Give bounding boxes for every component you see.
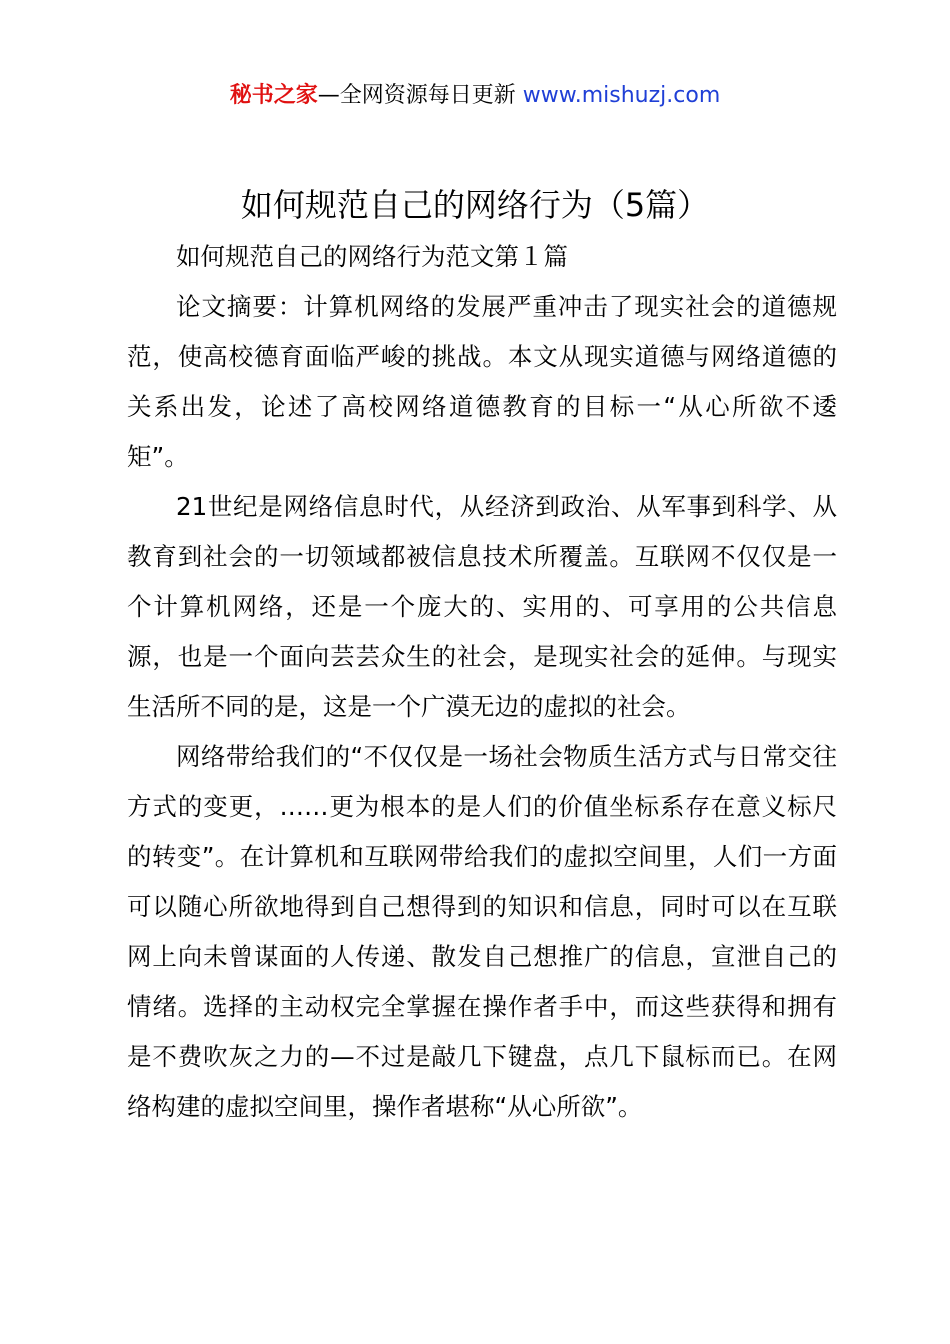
body-paragraph: 论文摘要：计算机网络的发展严重冲击了现实社会的道德规范，使高校德育面临严峻的挑战。本文从现实道德与网络道德的关系出发，论述了高校网络道德教育的目标一“从心所欲不逶矩”。 [127,292,837,471]
site-tagline: —全网资源每日更新 [317,83,523,108]
body-paragraph: 21世纪是网络信息时代，从经济到政治、从军事到科学、从教育到社会的一切领域都被信息技术所覆盖。互联网不仅仅是一个计算机网络，还是一个庞大的、实用的、可享用的公共信息源，也是一个面向芸芸众生的社会，是现实社会的延伸。与现实生活所不同的是，这是一个广漠无边的虚拟的社会。 [127,492,837,721]
site-brand: 秘书之家 [229,83,318,108]
section-heading: 如何规范自己的网络行为范文第１篇 [176,242,568,271]
document-title: 如何规范自己的网络行为（5篇） [240,186,710,224]
document-body [127,232,837,1132]
body-paragraph: 网络带给我们的“不仅仅是一场社会物质生活方式与日常交往方式的变更，……更为根本的是人们的价值坐标系存在意义标尺的转变”。在计算机和互联网带给我们的虚拟空间里，人们一方面可以随心所欲地得到自己想得到的知识和信息，同时可以在互联网上向未曾谋面的人传递、散发自己想推广的信息，宣泄自己的情绪。选择的主动权完全掌握在操作者手中，而这些获得和拥有是不费吹灰之力的—不过是敲几下键盘，点几下鼠标而已。在网络构建的虚拟空间里，操作者堪称“从心所欲”。 [127,742,837,1121]
site-header [0,79,950,113]
site-url-link[interactable]: www.mishuzj.com [522,83,721,108]
